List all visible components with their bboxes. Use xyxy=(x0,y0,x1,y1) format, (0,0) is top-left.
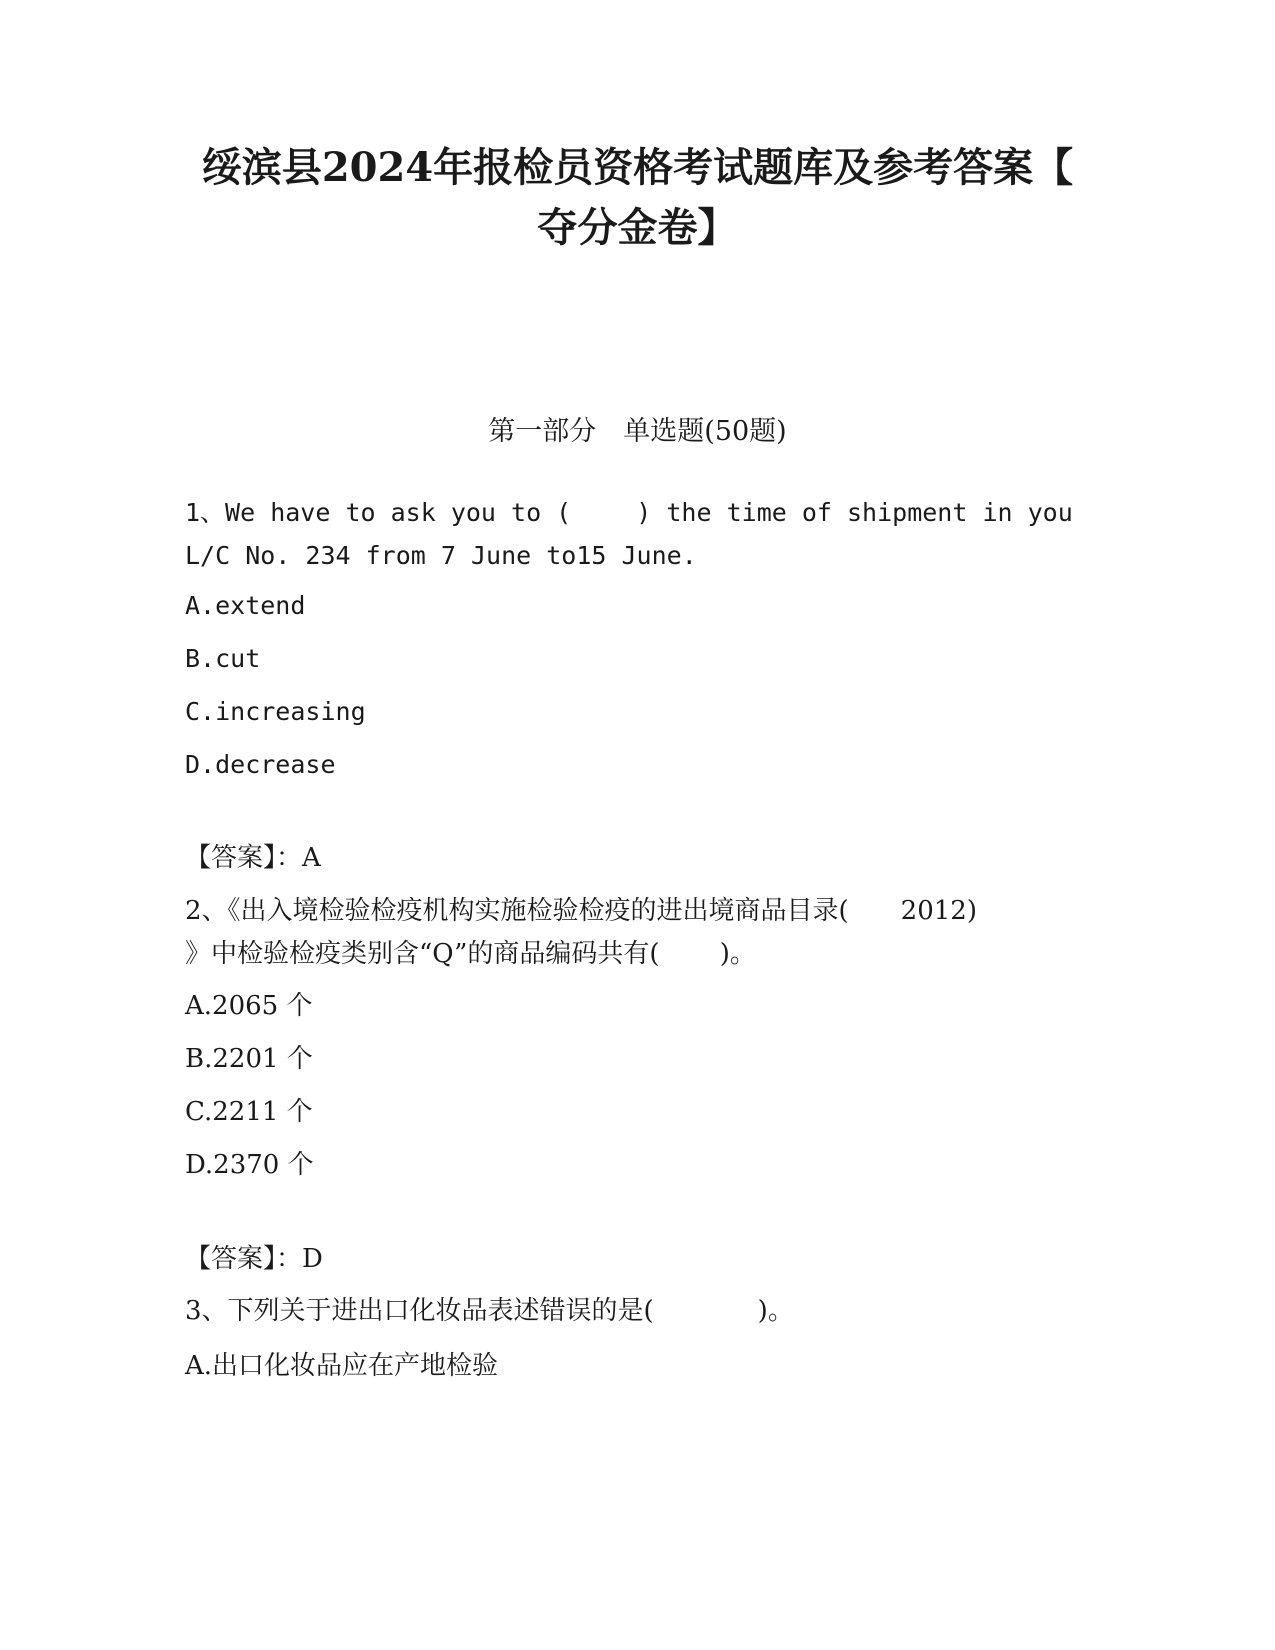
question-2-stem-line-1: 2、《出入境检验检疫机构实施检验检疫的进出境商品目录( 2012) xyxy=(185,896,977,926)
question-2-option-c: C.2211 个 xyxy=(185,1097,313,1127)
section-heading: 第一部分 单选题(50题) xyxy=(488,416,787,447)
question-1-stem xyxy=(185,491,1073,577)
title-line-1: 绥滨县2024年报检员资格考试题库及参考答案【 xyxy=(201,144,1074,191)
question-2-stem-line-2: 》中检验检疫类别含“Q”的商品编码共有( )。 xyxy=(185,939,756,969)
question-1-option-b: B.cut xyxy=(185,644,261,673)
question-2-answer: 【答案】：D xyxy=(185,1244,323,1274)
question-1-option-d: D.decrease xyxy=(185,750,336,779)
question-1-answer: 【答案】：A xyxy=(185,843,321,873)
question-1-stem-line-2: L/C No. 234 from 7 June to15 June. xyxy=(185,541,697,570)
document-title xyxy=(150,138,1125,258)
question-2-option-d: D.2370 个 xyxy=(185,1150,314,1180)
question-3-stem xyxy=(185,1290,1065,1333)
question-2-option-a: A.2065 个 xyxy=(185,991,313,1021)
question-3-option-a: A.出口化妆品应在产地检验 xyxy=(185,1351,499,1381)
question-1-stem-line-1: 1、We have to ask you to ( ) the time of shipment in you xyxy=(185,498,1073,527)
question-1-option-a: A.extend xyxy=(185,591,306,620)
question-2-stem xyxy=(185,890,1065,976)
question-1-option-c: C.increasing xyxy=(185,697,366,726)
title-line-2: 夺分金卷】 xyxy=(537,204,738,251)
question-3-stem-line-1: 3、下列关于进出口化妆品表述错误的是( )。 xyxy=(185,1296,794,1326)
question-2-option-b: B.2201 个 xyxy=(185,1044,313,1074)
